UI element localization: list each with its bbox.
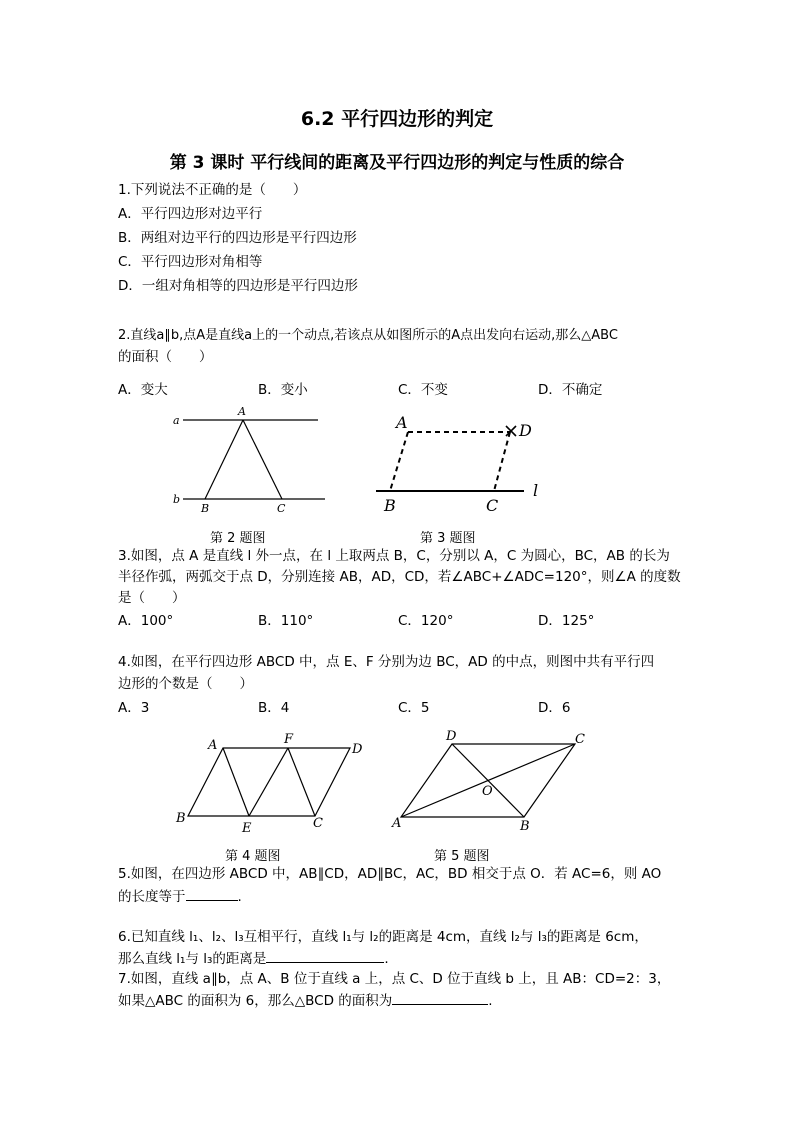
q3-stem-line3: 是（ ）: [118, 590, 186, 606]
q7-stem-text: 如果△ABC 的面积为 6，那么△BCD 的面积为: [118, 993, 393, 1009]
q6-stem-line1: 6.已知直线 l₁、l₂、l₃互相平行，直线 l₁与 l₂的距离是 4cm，直线 l₂与 l₃的距离是 6cm，: [118, 929, 648, 945]
q5-stem-line2: [118, 886, 242, 907]
fig5-caption: 第 5 题图: [434, 849, 490, 864]
q7-stem-line2: [118, 990, 493, 1011]
figure-3: [370, 405, 550, 520]
fig3-label-C: C: [486, 496, 499, 515]
fig4-caption: 第 4 题图: [225, 849, 281, 864]
fig2-label-A: A: [238, 405, 246, 418]
fig2-label-B: B: [201, 502, 210, 515]
fig4-label-D: D: [352, 742, 363, 757]
q7-stem-line1: 7.如图，直线 a∥b，点 A、B 位于直线 a 上，点 C、D 位于直线 b 上，且 AB：CD=2：3，: [118, 971, 671, 987]
page-title: 6.2 平行四边形的判定: [300, 108, 494, 130]
fig2-label-C: C: [277, 502, 286, 515]
fig3-caption: 第 3 题图: [420, 531, 476, 546]
q1-option-b: B．两组对边平行的四边形是平行四边形: [118, 230, 357, 246]
q5-stem-text: 的长度等于: [118, 889, 186, 905]
q2-option-a: A．变大: [118, 382, 168, 398]
q1-stem: 1.下列说法不正确的是（ ）: [118, 182, 307, 198]
figure-5: [390, 724, 600, 839]
q1-option-c: C．平行四边形对角相等: [118, 254, 263, 270]
q2-stem-line2: 的面积（ ）: [118, 349, 213, 365]
q5-tail: .: [237, 889, 242, 905]
q6-stem-line2: [118, 948, 389, 969]
q4-stem-line2: 边形的个数是（ ）: [118, 676, 253, 692]
q2-option-b: B．变小: [258, 382, 308, 398]
q3-option-c: C．120°: [398, 613, 454, 629]
q5-stem-line1: 5.如图，在四边形 ABCD 中，AB∥CD，AD∥BC，AC，BD 相交于点 O．若 AC=6，则 AO: [118, 866, 662, 882]
figure-2: [165, 400, 335, 520]
q1-option-d: D．一组对角相等的四边形是平行四边形: [118, 278, 358, 294]
q7-tail: .: [488, 993, 493, 1009]
q2-option-d: D．不确定: [538, 382, 603, 398]
fig4-label-C: C: [313, 816, 323, 831]
q3-stem-line1: 3.如图，点 A 是直线 l 外一点，在 l 上取两点 B，C，分别以 A，C 为圆心，BC，AB 的长为: [118, 548, 670, 564]
fig3-label-l: l: [533, 481, 539, 500]
q6-tail: .: [384, 951, 389, 967]
q1-option-a: A．平行四边形对边平行: [118, 206, 263, 222]
fig2-label-b: b: [173, 493, 181, 506]
fig5-label-O: O: [482, 784, 493, 799]
fig4-label-E: E: [242, 821, 252, 836]
q6-answer-blank[interactable]: [266, 948, 384, 963]
q7-answer-blank[interactable]: [392, 990, 488, 1005]
fig5-label-A: A: [392, 816, 402, 831]
fig2-label-a: a: [173, 414, 180, 427]
q4-option-d: D．6: [538, 700, 571, 716]
q3-option-d: D．125°: [538, 613, 595, 629]
q4-option-a: A．3: [118, 700, 150, 716]
fig2-caption: 第 2 题图: [210, 531, 266, 546]
figure-4: [170, 728, 370, 838]
q3-option-b: B．110°: [258, 613, 314, 629]
q3-stem-line2: 半径作弧，两弧交于点 D，分别连接 AB，AD，CD，若∠ABC+∠ADC=120°，则∠A 的度数: [118, 569, 681, 585]
q2-stem-line1: 2.直线a∥b,点A是直线a上的一个动点,若该点从如图所示的A点出发向右运动,那么△ABC: [118, 328, 618, 343]
fig4-label-A: A: [208, 738, 218, 753]
q2-option-c: C．不变: [398, 382, 448, 398]
fig5-label-D: D: [446, 729, 457, 744]
fig5-label-C: C: [575, 732, 585, 747]
fig3-label-D: D: [519, 421, 532, 440]
q4-option-b: B．4: [258, 700, 290, 716]
q4-stem-line1: 4.如图，在平行四边形 ABCD 中，点 E、F 分别为边 BC，AD 的中点，则图中共有平行四: [118, 654, 655, 670]
q4-option-c: C．5: [398, 700, 430, 716]
page-subtitle: 第 3 课时 平行线间的距离及平行四边形的判定与性质的综合: [169, 153, 625, 173]
fig5-label-B: B: [520, 819, 530, 834]
fig3-label-B: B: [384, 496, 396, 515]
fig4-label-B: B: [176, 811, 186, 826]
fig4-label-F: F: [284, 732, 294, 747]
q6-stem-text: 那么直线 l₁与 l₃的距离是: [118, 951, 267, 967]
q3-option-a: A．100°: [118, 613, 174, 629]
fig3-label-A: A: [396, 413, 408, 432]
q5-answer-blank[interactable]: [186, 886, 238, 901]
